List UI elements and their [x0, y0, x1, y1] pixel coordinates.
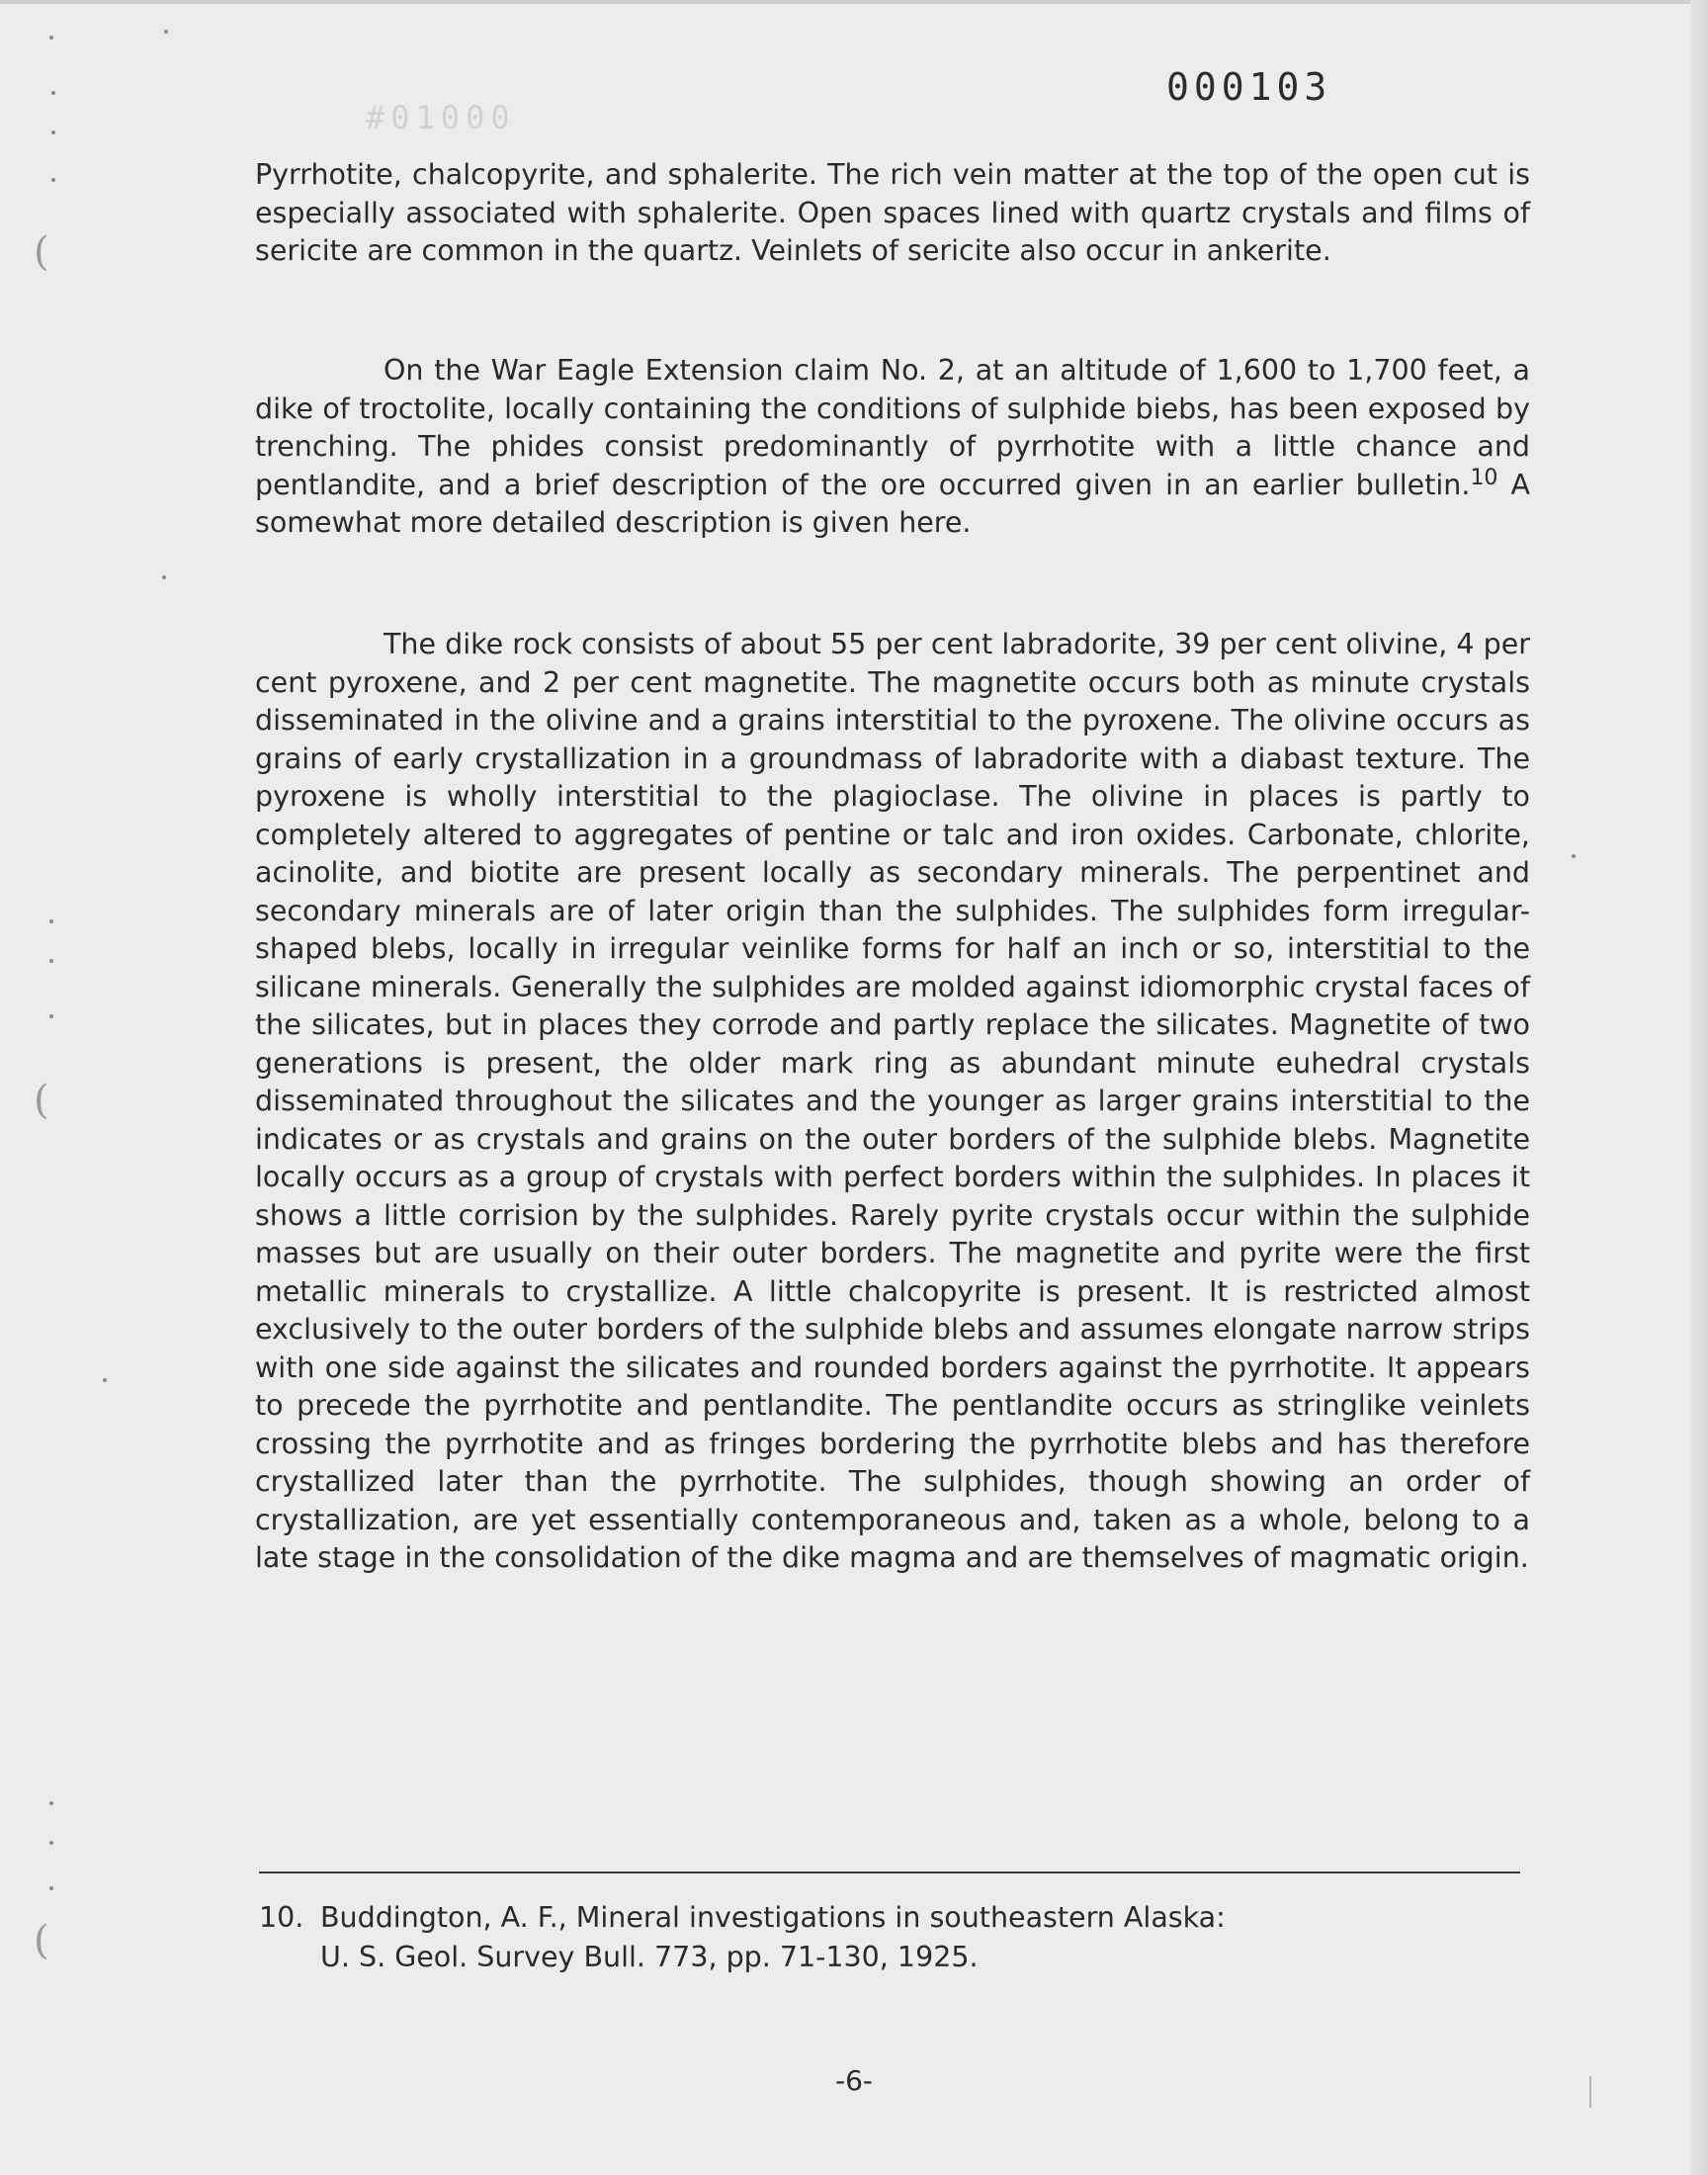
scan-speck — [49, 919, 53, 923]
binder-hole-mark: ( — [34, 229, 49, 275]
footnote-citation-line-2: U. S. Geol. Survey Bull. 773, pp. 71-130, 1925. — [320, 1941, 979, 1973]
scan-speck — [49, 959, 53, 963]
paragraph-2-text: On the War Eagle Extension claim No. 2, at an altitude of 1,600 to 1,700 feet, a dike of troctolite, locally containing the conditions of sulphide biebs, has been exposed by trenching. The phides consist predominantly of pyrrhotite with a little chance and pentlandite, and a brief description of the ore occurred given in an earlier bulletin. — [255, 354, 1530, 501]
scan-speck — [51, 91, 55, 95]
scan-speck — [49, 1841, 53, 1845]
footnote-divider — [259, 1871, 1520, 1873]
binder-hole-mark: ( — [34, 1078, 49, 1123]
scan-speck — [1572, 854, 1576, 858]
scan-speck — [103, 1378, 107, 1382]
footnote-citation-line-1: Buddington, A. F., Mineral investigations in southeastern Alaska: — [320, 1901, 1226, 1934]
page-right-edge — [1690, 0, 1708, 2175]
paragraph-3: The dike rock consists of about 55 per cent labradorite, 39 per cent olivine, 4 per cent pyroxene, and 2 per cent magnetite. The magnetite occurs both as minute crystals disseminated in the olivine and a grains interstitial to the pyroxene. The olivine occurs as grains of early crystallization in a groundmass of labradorite with a diabast texture. The pyroxene is wholly interstitial to the plagioclase. The olivine in places is partly to completely altered to aggregates of pentine or talc and iron oxides. Carbonate, chlorite, acinolite, and biotite are present locally as secondary minerals. The perpentinet and secondary minerals are of later origin than the sulphides. The sulphides form irregular-shaped blebs, locally in irregular veinlike forms for half an inch or so, interstitial to the silicane minerals. Generally the sulphides are molded against idiomorphic crystal faces of the silicates, but in places they corrode and partly replace the silicates. Magnetite of two generations is present, the older mark ring as abundant minute euhedral crystals disseminated throughout the silicates and the younger as larger grains interstitial to the indicates or as crystals and grains on the outer borders of the sulphide blebs. Magnetite locally occurs as a group of crystals with perfect borders within the sulphides. In places it shows a little corrision by the sulphides. Rarely pyrite crystals occur within the sulphide masses but are usually on their outer borders. The magnetite and pyrite were the first metallic minerals to crystallize. A little chalcopyrite is present. It is restricted almost exclusively to the outer borders of the sulphide blebs and assumes elongate narrow strips with one side against the silicates and rounded borders against the pyrrhotite. It appears to precede the pyrrhotite and pentlandite. The pentlandite occurs as stringlike veinlets crossing the pyrrhotite and as fringes bordering the pyrrhotite blebs and has therefore crystallized later than the pyrrhotite. The sulphides, though showing an order of crystallization, are yet essentially contemporaneous and, taken as a whole, belong to a late stage in the consolidation of the dike magma and are themselves of magmatic origin. — [255, 628, 1530, 1574]
page-number: -6- — [834, 2064, 874, 2097]
scan-speck — [49, 1014, 53, 1018]
faint-stamp-number: #01000 — [366, 99, 516, 136]
paragraph-1: Pyrrhotite, chalcopyrite, and sphalerite. The rich vein matter at the top of the open cut is especially associated with sphalerite. Open spaces lined with quartz crystals and films of sericite are common in the quartz. Veinlets of sericite also occur in ankerite. — [255, 158, 1530, 267]
paragraph-2 — [255, 352, 1530, 543]
scan-speck — [49, 1801, 53, 1805]
footnote-line-1 — [259, 1898, 1524, 1938]
binder-hole-mark: ( — [34, 1918, 49, 1963]
scan-speck — [51, 178, 55, 182]
document-stamp-number: 000103 — [1166, 65, 1332, 109]
scan-speck — [164, 30, 168, 34]
page-top-edge — [0, 0, 1708, 4]
footnote-number: 10. — [259, 1901, 304, 1934]
scan-speck — [49, 1886, 53, 1890]
scan-speck — [51, 130, 55, 134]
footnote-reference: 10 — [1470, 465, 1498, 490]
footnote — [259, 1898, 1524, 1977]
paragraph-2-tail: A somewhat more detailed description is given here. — [255, 468, 1531, 539]
scan-edge-mark — [1589, 2076, 1591, 2108]
scan-speck — [162, 575, 166, 579]
scan-speck — [49, 36, 53, 40]
